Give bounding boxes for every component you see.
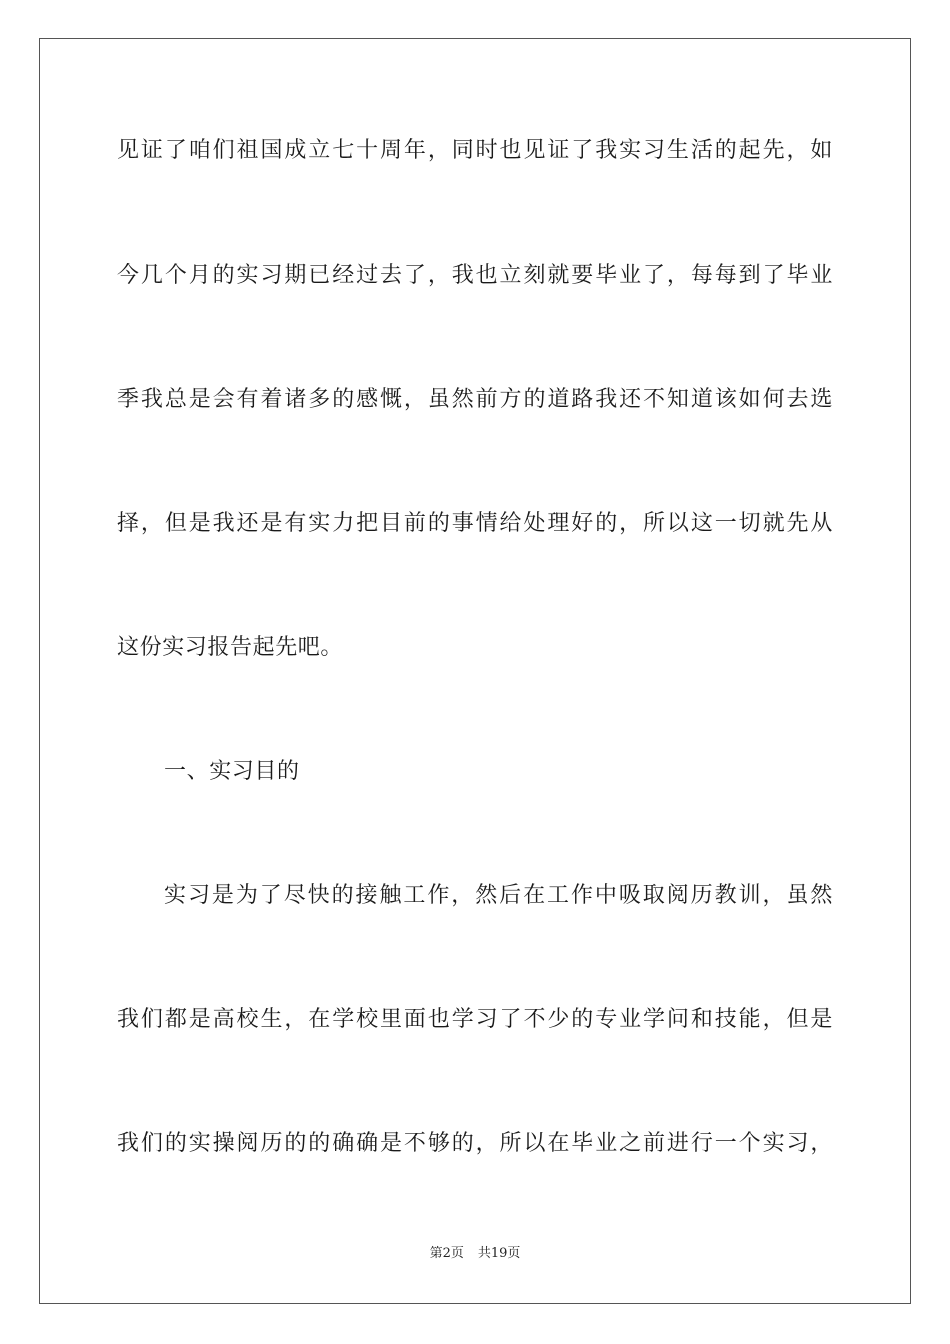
body-text-line: 我们的实操阅历的的确确是不够的，所以在毕业之前进行一个实习， (117, 1131, 833, 1156)
body-text-line: 见证了咱们祖国成立七十周年，同时也见证了我实习生活的起先，如 (117, 138, 833, 163)
page-footer (0, 1246, 950, 1262)
body-text-line: 季我总是会有着诸多的感慨，虽然前方的道路我还不知道该如何去选 (117, 387, 833, 412)
body-text-line: 择，但是我还是有实力把目前的事情给处理好的，所以这一切就先从 (117, 511, 833, 536)
section-heading: 一、实习目的 (164, 759, 300, 784)
body-text-line: 这份实习报告起先吧。 (117, 635, 344, 660)
body-text-line: 今几个月的实习期已经过去了，我也立刻就要毕业了，每每到了毕业 (117, 263, 833, 288)
page-number: 第2页 (429, 1246, 464, 1261)
page-frame (39, 38, 911, 1304)
body-text-line: 实习是为了尽快的接触工作，然后在工作中吸取阅历教训，虽然 (164, 883, 833, 908)
body-text-line: 我们都是高校生，在学校里面也学习了不少的专业学问和技能，但是 (117, 1007, 833, 1032)
total-pages: 共19页 (477, 1246, 521, 1261)
